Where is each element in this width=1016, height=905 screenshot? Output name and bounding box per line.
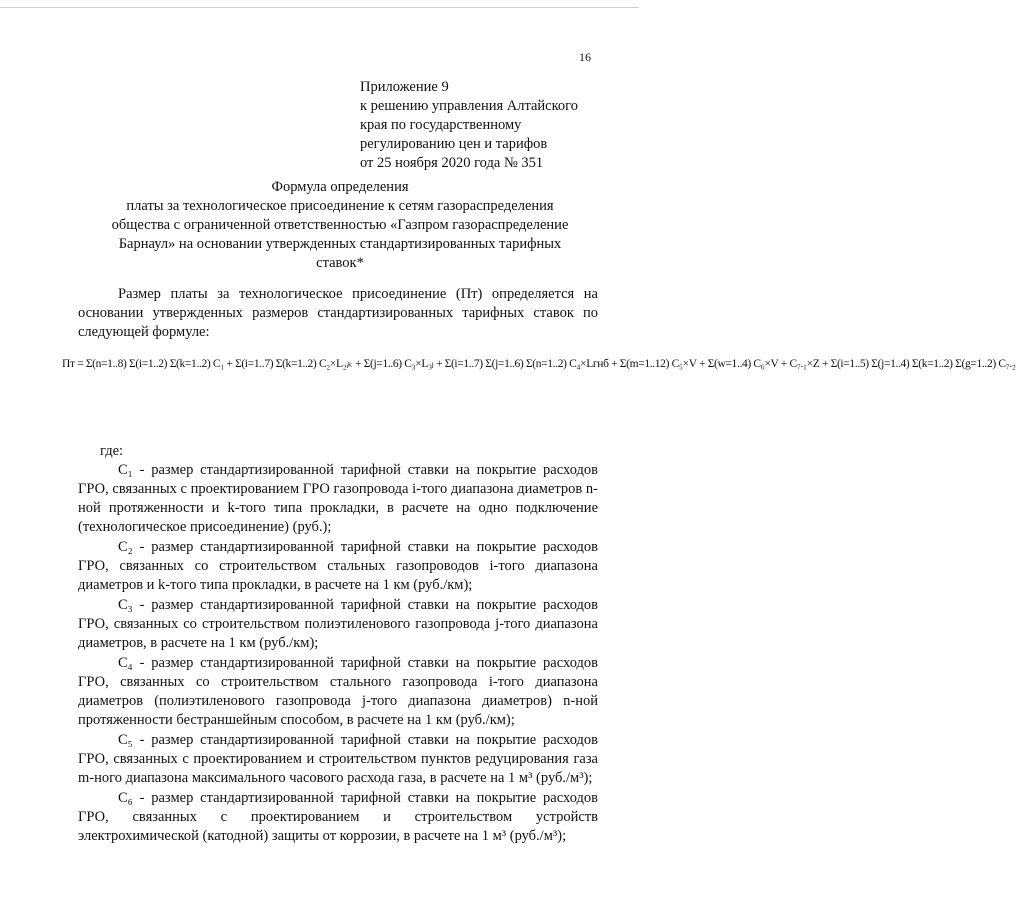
appendix-line: от 25 ноября 2020 года № 351 [360, 155, 544, 171]
intro-paragraph: Размер платы за технологическое присоединение (Пт) определяется на основании утвержденных размеров стандартизированных тарифных ставок по следующей формуле: [78, 286, 598, 340]
top-rule [0, 7, 639, 8]
document-title [80, 178, 600, 273]
fee-formula: Пт = Σ(n=1..8) Σ(i=1..2) Σ(k=1..2) C₁ + Σ(i=1..7) Σ(k=1..2) C₂×L₂ᵢₖ + Σ(j=1..6) C₃×L₃ⱼ + Σ(i=1..7) Σ(j=1..6) Σ(n=1..2) C₄×Lгнб + Σ(m=1..12) C₅×V + Σ(w=1..4) C₆×V + C₇.₁×Z + Σ(i=1..5) Σ(j=1..4) Σ(k=1..2) Σ(g=1..2) C₇.₂ [62, 358, 1016, 370]
appendix-line: к решению управления Алтайского [360, 98, 579, 114]
appendix-line: регулированию цен и тарифов [360, 136, 548, 152]
title-line: Барнаул» на основании утвержденных стандартизированных тарифных [118, 236, 562, 252]
definition-c3: C₃ - размер стандартизированной тарифной ставки на покрытие расходов ГРО, связанных со строительством полиэтиленового газопровода j-того диапазона диаметров, в расчете на 1 км (руб./км); [78, 597, 598, 651]
title-line: платы за технологическое присоединение к сетям газораспределения [126, 198, 554, 214]
title-line: общества с ограниченной ответственностью «Газпром газораспределение [111, 217, 569, 233]
definition-c2: C₂ - размер стандартизированной тарифной ставки на покрытие расходов ГРО, связанных со строительством стальных газопроводов i-того диапазона диаметров и k-того типа прокладки, в расчете на 1 км (руб./км); [78, 539, 598, 593]
appendix-line: края по государственному [360, 117, 522, 133]
appendix-block [360, 78, 620, 173]
definitions-block [78, 442, 598, 847]
definition-c1: C₁ - размер стандартизированной тарифной ставки на покрытие расходов ГРО, связанных с проектированием ГРО газопровода i-того диапазона диаметров n-ной протяженности и k-того типа прокладки, в расчете на одно подключение (технологическое присоединение) (руб.); [78, 462, 598, 535]
definition-c4: C₄ - размер стандартизированной тарифной ставки на покрытие расходов ГРО, связанных со строительством стального газопровода i-того диапазона диаметров (полиэтиленового газопровода j-того диапазона диаметров) n-ной протяженности бестраншейным способом, в расчете на 1 км (руб./км); [78, 655, 598, 728]
title-line: ставок* [316, 255, 364, 271]
page-number: 16 [579, 50, 591, 64]
definition-c6: C₆ - размер стандартизированной тарифной ставки на покрытие расходов ГРО, связанных с проектированием и строительством устройств электрохимической (катодной) защиты от коррозии, в расчете на 1 м³ (руб./м³); [78, 790, 598, 844]
definition-c5: C₅ - размер стандартизированной тарифной ставки на покрытие расходов ГРО, связанных с проектированием и строительством пунктов редуцирования газа m-ного диапазона максимального часового расхода газа, в расчете на 1 м³ (руб./м³); [78, 732, 598, 786]
title-line: Формула определения [271, 179, 409, 195]
where-label: где: [100, 443, 124, 459]
appendix-line: Приложение 9 [360, 79, 449, 95]
